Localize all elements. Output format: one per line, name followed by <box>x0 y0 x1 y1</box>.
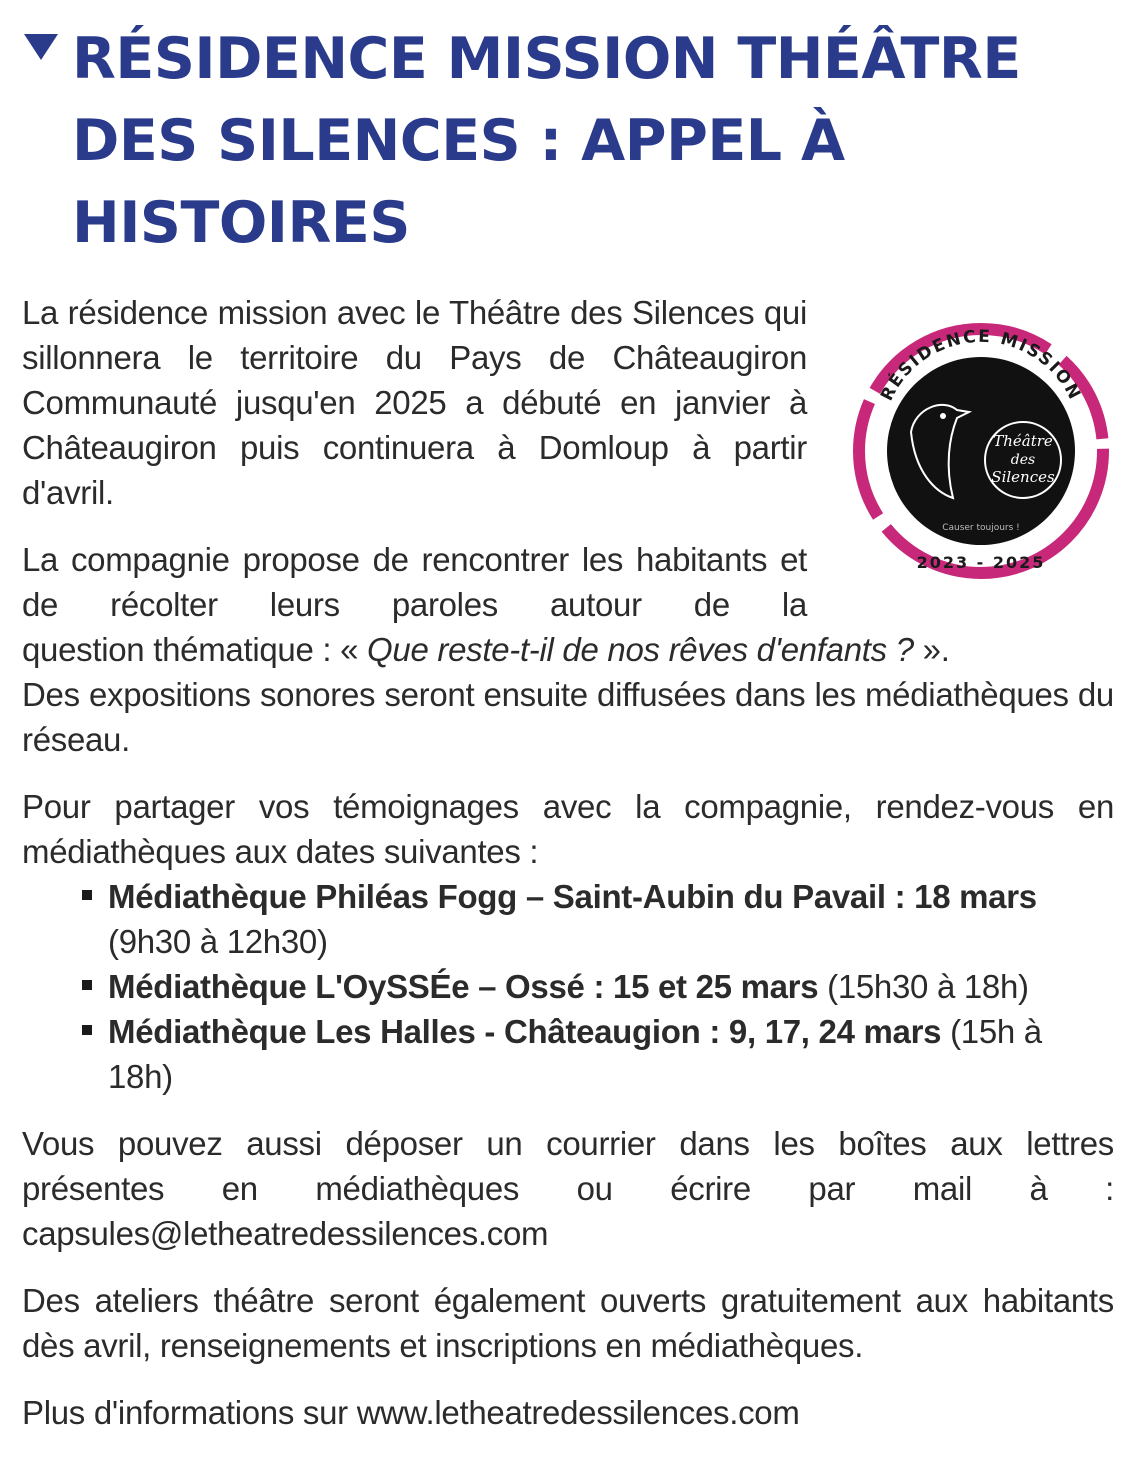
paragraph-workshops: Des ateliers théâtre seront également ouverts gratuitement aux habitants dès avril, renseignements et inscriptions en médiathèques. <box>22 1282 1114 1364</box>
logo-center-line3: Silences <box>991 468 1055 486</box>
paragraph-intro: La résidence mission avec le Théâtre des Silences qui sillonnera le territoire du Pays de Châteaugiron Communauté jusqu'en 2025 a débuté en janvier à Châteaugiron puis continuera à Domloup à partir d'avril. <box>22 294 807 511</box>
date-venue: Médiathèque L'OySSÉe – Ossé : 15 et 25 mars <box>108 968 819 1005</box>
dates-list <box>22 874 1114 1099</box>
paragraph-company-line-c: Des expositions sonores seront ensuite diffusées dans les médiathèques du réseau. <box>22 676 1114 758</box>
article-title: RÉSIDENCE MISSION THÉÂTRE DES SILENCES : APPEL À HISTOIRES <box>72 26 1021 256</box>
paragraph-company-line-b <box>22 631 950 668</box>
square-bullet-icon <box>82 980 92 990</box>
article-heading <box>24 18 1124 264</box>
paragraph-share: Pour partager vos témoignages avec la compagnie, rendez-vous en médiathèques aux dates suivantes : <box>22 788 1114 870</box>
list-item <box>82 964 1114 1009</box>
logo-ring-text: RÉSIDENCE MISSION <box>877 326 1085 405</box>
question-prefix: question thématique : « <box>22 631 368 668</box>
date-venue: Médiathèque Les Halles - Châteaugion : 9, 17, 24 mars <box>108 1013 942 1050</box>
square-bullet-icon <box>82 1025 92 1035</box>
paragraph-company <box>22 537 1114 762</box>
square-bullet-icon <box>82 890 92 900</box>
date-venue: Médiathèque Philéas Fogg – Saint-Aubin du Pavail : 18 mars <box>108 878 1037 915</box>
paragraph-mail: Vous pouvez aussi déposer un courrier dans les boîtes aux lettres présentes en médiathèques ou écrire par mail à : capsules@letheatredessilences.com <box>22 1125 1114 1252</box>
logo-center-line2: des <box>1010 452 1036 468</box>
logo-center-line1: Théâtre <box>993 432 1053 450</box>
question-text: Que reste-t-il de nos rêves d'enfants ? <box>367 631 914 668</box>
logo-years: 2023 - 2025 <box>916 553 1046 572</box>
date-hours: (9h30 à 12h30) <box>108 923 328 960</box>
date-hours: (15h à 18h) <box>108 1013 1042 1095</box>
question-suffix: ». <box>913 631 950 668</box>
logo-small-text: Causer toujours ! <box>942 523 1020 533</box>
date-hours: (15h30 à 18h) <box>818 968 1029 1005</box>
paragraph-company-line-a: La compagnie propose de rencontrer les habitants et de récolter leurs paroles autour de la <box>22 541 807 623</box>
paragraph-more-info: Plus d'informations sur www.letheatredessilences.com <box>22 1394 800 1431</box>
article-body <box>22 290 1114 1457</box>
list-item <box>82 1009 1114 1099</box>
list-item <box>82 874 1114 964</box>
triangle-down-icon <box>24 18 64 65</box>
